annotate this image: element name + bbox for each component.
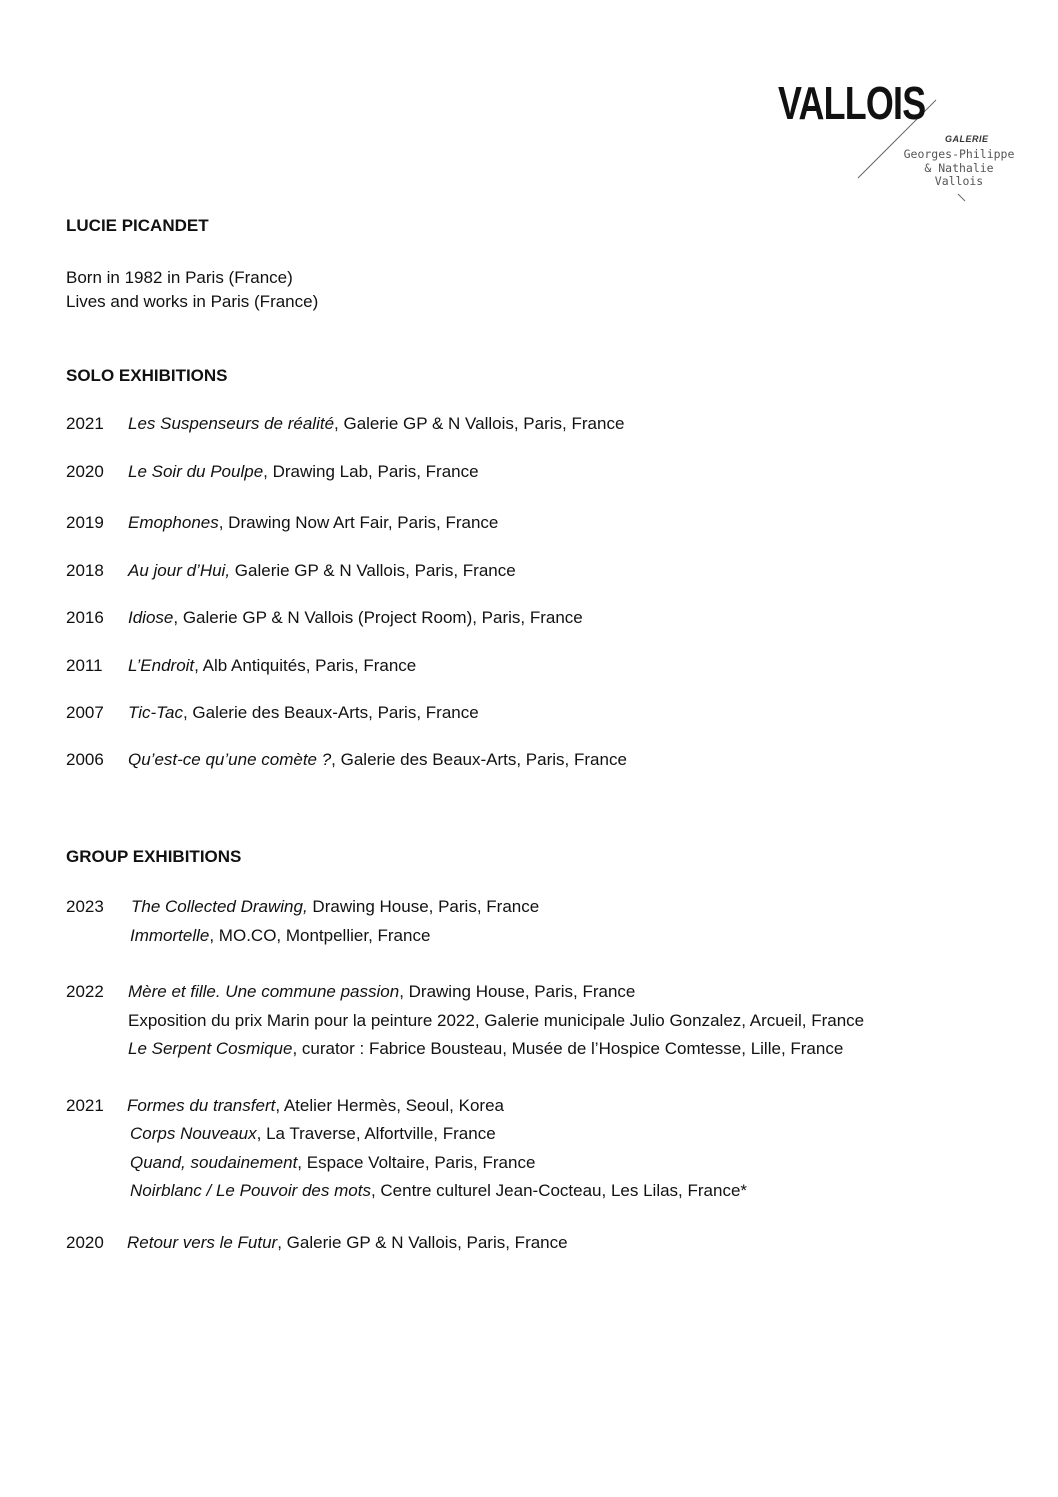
- solo-year: 2007: [66, 703, 104, 722]
- group-entry: [130, 1181, 747, 1201]
- logo-gallery-names: [900, 148, 1018, 189]
- exhibition-title: The Collected Drawing,: [131, 897, 308, 916]
- group-year: 2021: [66, 1096, 104, 1115]
- exhibition-venue: , Atelier Hermès, Seoul, Korea: [275, 1096, 504, 1115]
- exhibition-title: Le Serpent Cosmique: [128, 1039, 293, 1058]
- exhibition-venue: , Galerie des Beaux-Arts, Paris, France: [331, 750, 627, 769]
- exhibition-venue: Exposition du prix Marin pour la peinture 2022, Galerie municipale Julio Gonzalez, Arcueil, France: [128, 1011, 865, 1030]
- exhibition-venue: , MO.CO, Montpellier, France: [209, 926, 431, 945]
- group-entry: [128, 982, 635, 1002]
- exhibition-title: L’Endroit: [128, 656, 195, 675]
- exhibition-title: Noirblanc / Le Pouvoir des mots: [130, 1181, 371, 1200]
- group-year: 2022: [66, 982, 104, 1001]
- exhibition-venue: , Drawing Lab, Paris, France: [263, 462, 479, 481]
- exhibition-title: Retour vers le Futur: [127, 1233, 278, 1252]
- group-entry: [127, 1233, 568, 1253]
- solo-entry: [128, 703, 479, 723]
- exhibition-venue: , Drawing House, Paris, France: [399, 982, 636, 1001]
- exhibition-venue: , Centre culturel Jean-Cocteau, Les Lilas, France*: [370, 1181, 748, 1200]
- logo-name-line: Georges-Philippe: [903, 147, 1015, 161]
- exhibition-venue: Drawing House, Paris, France: [307, 897, 540, 916]
- exhibition-title: Au jour d’Hui,: [128, 561, 231, 580]
- solo-entry: [128, 414, 624, 434]
- solo-entry: [128, 513, 498, 533]
- group-year: 2020: [66, 1233, 104, 1252]
- group-entry: [131, 897, 539, 917]
- exhibition-venue: , Galerie GP & N Vallois, Paris, France: [277, 1233, 568, 1252]
- logo-name-line: Vallois: [934, 174, 984, 188]
- exhibition-title: Le Soir du Poulpe: [128, 462, 264, 481]
- exhibition-venue: Galerie GP & N Vallois, Paris, France: [230, 561, 516, 580]
- exhibition-venue: , Espace Voltaire, Paris, France: [297, 1153, 536, 1172]
- exhibition-title: Formes du transfert: [127, 1096, 276, 1115]
- solo-year: 2018: [66, 561, 104, 580]
- group-entry: [130, 926, 430, 946]
- exhibition-title: Emophones: [128, 513, 219, 532]
- exhibition-venue: , Galerie GP & N Vallois (Project Room), Paris, France: [173, 608, 583, 627]
- exhibition-title: Quand, soudainement: [130, 1153, 298, 1172]
- solo-year: 2006: [66, 750, 104, 769]
- exhibition-title: Qu’est-ce qu’une comète ?: [128, 750, 332, 769]
- logo-galerie-label: GALERIE: [945, 134, 989, 144]
- solo-year: 2019: [66, 513, 104, 532]
- exhibition-title: Tic-Tac: [128, 703, 183, 722]
- solo-entry: [128, 462, 479, 482]
- solo-entry: [128, 656, 416, 676]
- solo-entry: [128, 750, 627, 770]
- logo-name-line: & Nathalie: [924, 160, 994, 175]
- exhibition-venue: , curator : Fabrice Bousteau, Musée de l’Hospice Comtesse, Lille, France: [292, 1039, 844, 1058]
- exhibition-title: Mère et fille. Une commune passion: [128, 982, 400, 1001]
- group-entry: [128, 1011, 864, 1031]
- solo-year: 2020: [66, 462, 104, 481]
- exhibition-venue: , Galerie des Beaux-Arts, Paris, France: [182, 703, 479, 722]
- group-exhibitions-heading: GROUP EXHIBITIONS: [66, 847, 242, 866]
- exhibition-venue: , Drawing Now Art Fair, Paris, France: [218, 513, 499, 532]
- group-year: 2023: [66, 897, 104, 916]
- exhibition-title: Idiose: [128, 608, 174, 627]
- solo-year: 2011: [66, 656, 103, 675]
- solo-entry: [128, 561, 516, 581]
- solo-exhibitions-heading: SOLO EXHIBITIONS: [66, 366, 228, 385]
- solo-year: 2021: [66, 414, 104, 433]
- exhibition-title: Corps Nouveaux: [130, 1124, 257, 1143]
- group-entry: [127, 1096, 504, 1116]
- bio-residence: Lives and works in Paris (France): [66, 292, 319, 311]
- exhibition-title: Les Suspenseurs de réalité: [128, 414, 335, 433]
- exhibition-venue: , Alb Antiquités, Paris, France: [194, 656, 417, 675]
- group-entry: [128, 1039, 843, 1059]
- exhibition-venue: , Galerie GP & N Vallois, Paris, France: [334, 414, 625, 433]
- group-entry: [130, 1153, 535, 1173]
- exhibition-title: Immortelle: [130, 926, 210, 945]
- gallery-logo: [760, 70, 1050, 210]
- group-entry: [130, 1124, 496, 1144]
- bio-birth: Born in 1982 in Paris (France): [66, 268, 293, 287]
- artist-name: LUCIE PICANDET: [66, 216, 209, 235]
- exhibition-venue: , La Traverse, Alfortville, France: [256, 1124, 496, 1143]
- solo-entry: [128, 608, 583, 628]
- logo-wordmark: VALLOIS: [778, 77, 926, 129]
- solo-year: 2016: [66, 608, 104, 627]
